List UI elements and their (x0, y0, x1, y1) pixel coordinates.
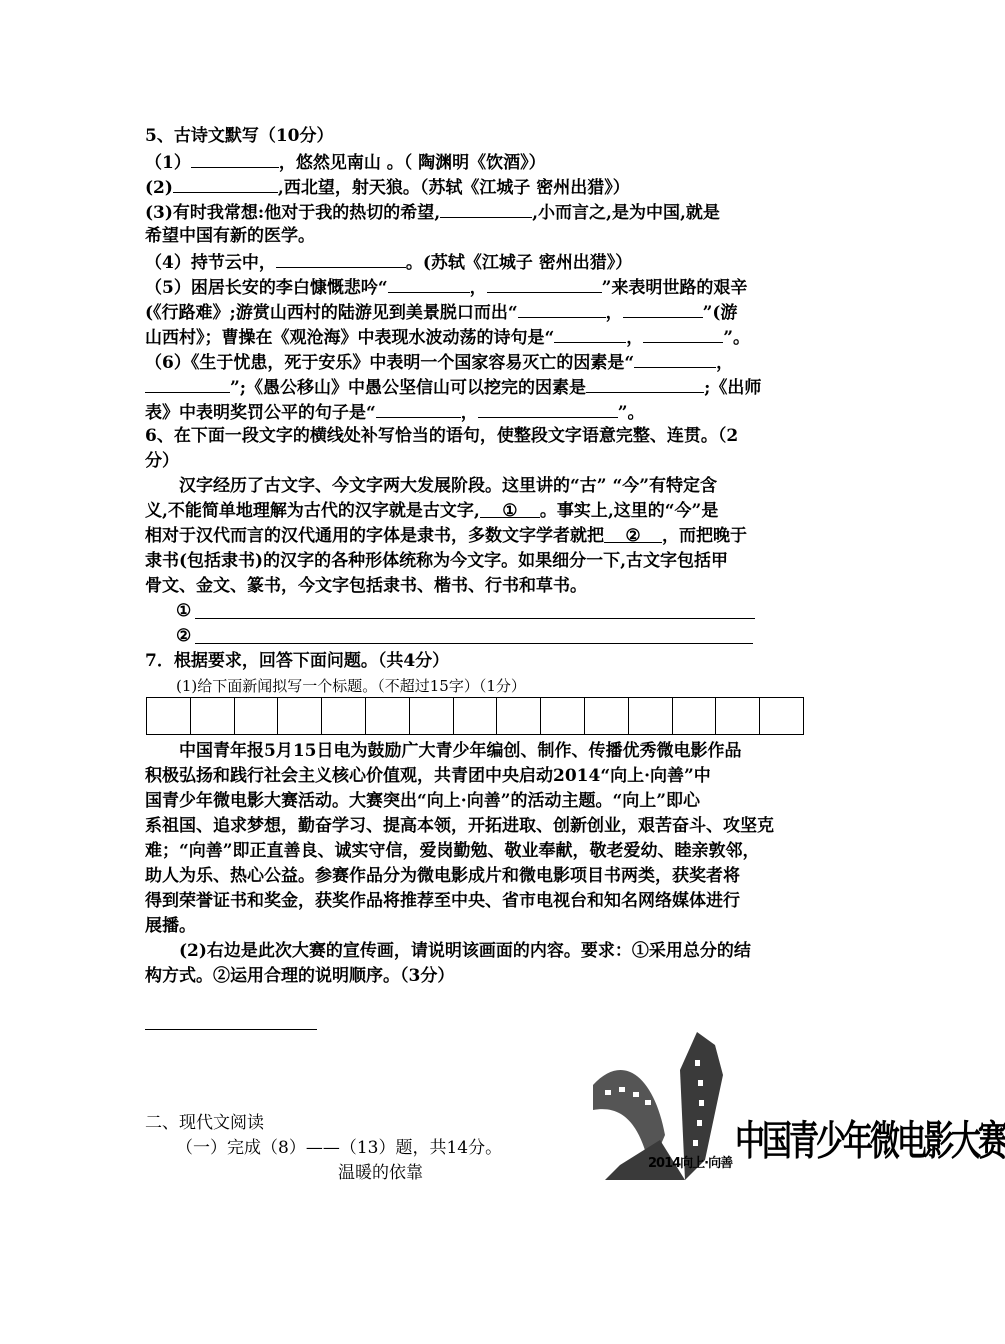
q6-para-5: 骨文、金文、篆书，今文字包括隶书、楷书、行书和草书。 (145, 576, 587, 596)
q5-line-1: （1） ，悠然见南山 。（ 陶渊明《饮酒》） (145, 149, 810, 176)
grid-cell[interactable] (541, 698, 585, 734)
q5-line-7: (《行路难》;游赏山西村的陆游见到美景脱口而出“ ， ”(游 (145, 299, 810, 326)
grid-cell[interactable] (673, 698, 717, 734)
grid-cell[interactable] (278, 698, 322, 734)
grid-cell[interactable] (454, 698, 498, 734)
answer-blank[interactable] (440, 199, 532, 218)
blank-marker-1[interactable]: ① (480, 499, 540, 518)
answer-blank[interactable] (478, 399, 618, 418)
q5-line-4: 希望中国有新的医学。 (145, 226, 315, 246)
answer-blank[interactable] (586, 374, 704, 393)
q6-title-2: 分） (145, 451, 179, 471)
grid-cell[interactable] (191, 698, 235, 734)
grid-cell[interactable] (147, 698, 191, 734)
q6-para-4: 隶书(包括隶书)的汉字的各种形体统称为今文字。如果细分一下,古文字包括甲 (145, 551, 729, 571)
answer-label-2: ② (176, 626, 192, 646)
q5-line-8: 山西村》；曹操在《观沧海》中表现水波动荡的诗句是“ ， ”。 (145, 324, 810, 351)
answer-line-q7-2[interactable] (145, 1029, 317, 1030)
q6-para-2: 义,不能简单地理解为古代的汉字就是古文字, ① 。事实上,这里的“今”是 (145, 501, 719, 521)
grid-cell[interactable] (585, 698, 629, 734)
answer-blank[interactable] (554, 324, 626, 343)
q5-line-10: ”;《愚公移山》中愚公坚信山可以挖完的因素是 ;《出师 (145, 374, 810, 401)
article-title: 温暖的依靠 (338, 1163, 423, 1183)
grid-cell[interactable] (366, 698, 410, 734)
grid-cell[interactable] (322, 698, 366, 734)
answer-blank[interactable] (518, 299, 606, 318)
answer-blank[interactable] (643, 324, 723, 343)
answer-blank[interactable] (623, 299, 703, 318)
q5-line-2: (2) ,西北望，射天狼。（苏轼《江城子 密州出猎》） (145, 174, 810, 201)
q7-sub-1: (1)给下面新闻拟写一个标题。（不超过15字）（1分） (176, 677, 526, 695)
news-line-3: 国青少年微电影大赛活动。大赛突出“向上·向善”的活动主题。“向上”即心 (145, 791, 701, 811)
q5-line-11: 表》中表明奖罚公平的句子是“ ， ”。 (145, 399, 810, 426)
grid-cell[interactable] (629, 698, 673, 734)
q6-para-1: 汉字经历了古文字、今文字两大发展阶段。这里讲的“古” “今”有特定含 (179, 476, 718, 496)
q5-line-6: （5）困居长安的李白慷慨悲吟“ ， ”来表明世路的艰辛 (145, 274, 810, 301)
answer-blank[interactable] (634, 349, 716, 368)
q7-sub-2a: (2)右边是此次大赛的宣传画，请说明该画面的内容。要求：①采用总分的结 (179, 941, 751, 961)
grid-cell[interactable] (760, 698, 803, 734)
section-subtitle: （一）完成（8）——（13）题，共14分。 (176, 1138, 503, 1158)
answer-line-1[interactable] (195, 618, 755, 619)
grid-cell[interactable] (235, 698, 279, 734)
answer-blank[interactable] (487, 274, 602, 293)
blank-marker-2[interactable]: ② (604, 524, 662, 543)
answer-blank[interactable] (376, 399, 461, 418)
q7-title: 7．根据要求，回答下面问题。（共4分） (145, 651, 450, 671)
answer-blank[interactable] (388, 274, 470, 293)
q7-sub-2b: 构方式。②运用合理的说明顺序。（3分） (145, 966, 455, 986)
q6-title-1: 6、在下面一段文字的横线处补写恰当的语句，使整段文字语意完整、连贯。（2 (145, 426, 739, 446)
grid-cell[interactable] (716, 698, 760, 734)
q5-line-9: （6）《生于忧患，死于安乐》中表明一个国家容易灭亡的因素是“ ， (145, 349, 810, 376)
q5-title: 5、古诗文默写（10分） (145, 126, 334, 146)
q5-line-5: （4）持节云中， 。(苏轼《江城子 密州出猎》） (145, 249, 810, 276)
title-answer-grid[interactable] (146, 697, 804, 735)
grid-cell[interactable] (497, 698, 541, 734)
answer-blank[interactable] (276, 249, 406, 268)
news-line-8: 展播。 (145, 916, 196, 936)
grid-cell[interactable] (410, 698, 454, 734)
news-line-2: 积极弘扬和践行社会主义核心价值观，共青团中央启动2014“向上·向善”中 (145, 766, 711, 786)
q5-line-3: (3)有时我常想:他对于我的热切的希望, ,小而言之,是为中国,就是 (145, 199, 810, 226)
section-title: 二、现代文阅读 (145, 1113, 264, 1133)
answer-label-1: ① (176, 601, 192, 621)
news-line-5: 难；“向善”即正直善良、诚实守信，爱岗勤勉、敬业奉献，敬老爱幼、睦亲敦邻， (145, 841, 760, 861)
news-line-7: 得到荣誉证书和奖金，获奖作品将推荐至中央、省市电视台和知名网络媒体进行 (145, 891, 740, 911)
q6-para-3: 相对于汉代而言的汉代通用的字体是隶书，多数文字学者就把 ② ，而把晚于 (145, 526, 747, 546)
news-line-1: 中国青年报5月15日电为鼓励广大青少年编创、制作、传播优秀微电影作品 (179, 741, 742, 761)
answer-blank[interactable] (191, 149, 279, 168)
answer-blank[interactable] (173, 174, 278, 193)
answer-line-2[interactable] (195, 643, 753, 644)
poster-title: 中国青少年微电影大赛 (735, 1117, 1005, 1166)
answer-blank[interactable] (145, 374, 230, 393)
news-line-4: 系祖国、追求梦想，勤奋学习、提高本领，开拓进取、创新创业，艰苦奋斗、攻坚克 (145, 816, 774, 836)
news-line-6: 助人为乐、热心公益。参赛作品分为微电影成片和微电影项目书两类，获奖者将 (145, 866, 740, 886)
poster-subtitle: 2014向上·向善 (648, 1156, 733, 1171)
